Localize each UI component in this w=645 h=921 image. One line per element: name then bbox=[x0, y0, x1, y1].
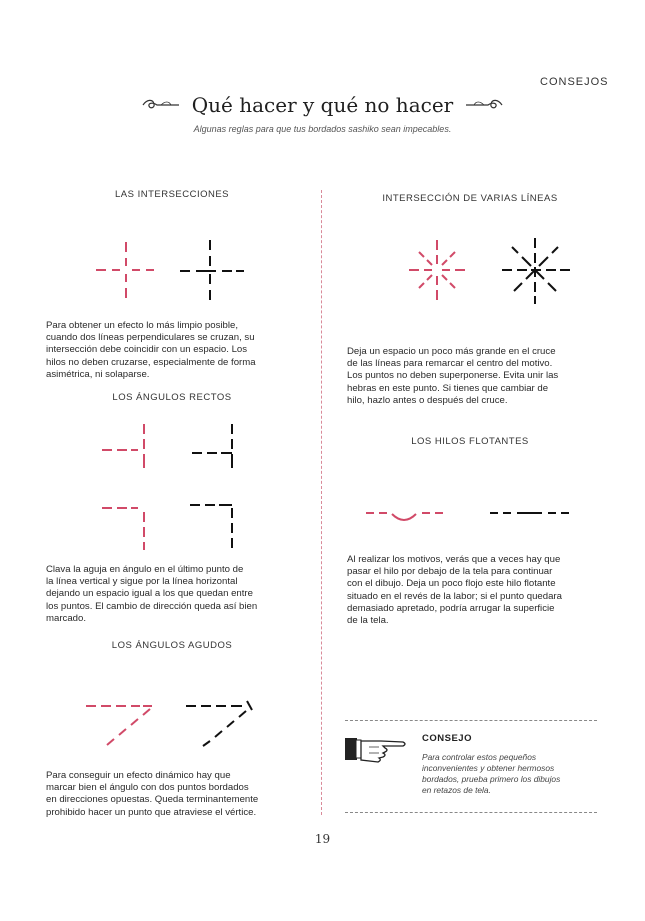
acute-angle-wrong-figure bbox=[186, 700, 256, 746]
text-line: la línea vertical y sigue por la línea horizontal bbox=[46, 576, 238, 588]
text-line: intersección debe coincidir con un espacio. Los bbox=[46, 344, 248, 356]
text-line: cuando dos líneas perpendiculares se cruzan, su bbox=[46, 332, 255, 344]
left-flourish-icon bbox=[141, 98, 181, 117]
floating-threads-text bbox=[347, 554, 619, 627]
text-line: dejando un espacio igual a los que quedan entre bbox=[46, 588, 253, 600]
tip-bottom-rule bbox=[345, 812, 597, 813]
tip-top-rule bbox=[345, 720, 597, 721]
text-line: prohibido hacer un punto que atraviese el vértice. bbox=[46, 806, 257, 818]
title-row bbox=[0, 93, 645, 117]
text-line: en direcciones opuestas. Queda terminantemente bbox=[46, 794, 259, 806]
text-line: inconvenientes y obtener hermosos bbox=[422, 763, 555, 773]
heading-acute-angles: LOS ÁNGULOS AGUDOS bbox=[111, 640, 233, 651]
text-line: Los puntos no deben superponerse. Evita unir las bbox=[347, 370, 559, 382]
text-line: marcado. bbox=[46, 612, 86, 624]
text-line: bordados, prueba primero los dibujos bbox=[422, 774, 561, 784]
intersection-correct-figure bbox=[96, 240, 156, 300]
right-angles-text bbox=[46, 564, 308, 625]
intersections-text bbox=[46, 320, 306, 381]
right-flourish-icon bbox=[464, 98, 504, 117]
tip-text bbox=[422, 752, 602, 796]
text-line: pasar el hilo por debajo de la tela para continuar bbox=[347, 566, 553, 578]
text-line: Para controlar estos pequeños bbox=[422, 752, 537, 762]
heading-right-angles: LOS ÁNGULOS RECTOS bbox=[112, 392, 232, 403]
right-angle-correct-top-figure bbox=[100, 422, 150, 472]
text-line: los puntos. El cambio de dirección queda así bien bbox=[46, 600, 258, 612]
multi-intersection-text bbox=[347, 346, 617, 407]
text-line: de la tela. bbox=[347, 615, 389, 627]
text-line: Para obtener un efecto lo más limpio posible, bbox=[46, 320, 238, 331]
text-line: demasiado apretado, podría arrugar la superficie bbox=[347, 602, 555, 614]
floating-thread-correct-figure bbox=[366, 506, 446, 522]
text-line: Clava la aguja en ángulo en el último punto de bbox=[46, 564, 244, 575]
page-subtitle: Algunas reglas para que tus bordados sashiko sean impecables. bbox=[193, 124, 452, 134]
page-number: 19 bbox=[314, 832, 331, 846]
tip-title: CONSEJO bbox=[422, 733, 472, 744]
multi-intersection-correct-figure bbox=[407, 238, 467, 302]
text-line: Deja un espacio un poco más grande en el cruce bbox=[347, 346, 556, 357]
text-line: asimétrica, ni solaparse. bbox=[46, 368, 150, 380]
text-line: marcar bien el ángulo con dos puntos bordados bbox=[46, 782, 249, 794]
column-divider bbox=[321, 190, 322, 815]
pointing-hand-icon bbox=[345, 732, 407, 766]
page-title: Qué hacer y qué no hacer bbox=[191, 93, 454, 117]
text-line: hilos no deben cruzarse, especialmente de forma bbox=[46, 356, 256, 368]
text-line: de las líneas para remarcar el centro del motivo. bbox=[347, 358, 553, 370]
text-line: hilo, hazlo antes o después del cruce. bbox=[347, 394, 508, 406]
text-line: con el dibujo. Deja un poco flojo este hilo flotante bbox=[347, 578, 556, 590]
right-angle-wrong-bottom-figure bbox=[188, 500, 238, 550]
acute-angles-text bbox=[46, 770, 308, 819]
floating-thread-wrong-figure bbox=[490, 506, 570, 522]
heading-intersections: LAS INTERSECCIONES bbox=[114, 189, 230, 200]
intersection-wrong-figure bbox=[178, 238, 244, 304]
heading-floating-threads: LOS HILOS FLOTANTES bbox=[411, 436, 529, 447]
right-angle-correct-bottom-figure bbox=[100, 500, 150, 550]
acute-angle-correct-figure bbox=[86, 700, 156, 746]
text-line: hebras en este punto. Si tienes que cambiar de bbox=[347, 382, 549, 394]
text-line: Para conseguir un efecto dinámico hay que bbox=[46, 770, 231, 781]
text-line: situado en el revés de la labor; si el punto quedara bbox=[347, 590, 562, 602]
text-line: Al realizar los motivos, verás que a veces hay que bbox=[347, 554, 561, 565]
heading-multi-intersection: INTERSECCIÓN DE VARIAS LÍNEAS bbox=[382, 193, 558, 204]
text-line: en retazos de tela. bbox=[422, 785, 491, 795]
multi-intersection-wrong-figure bbox=[500, 236, 570, 304]
section-label: CONSEJOS bbox=[540, 76, 609, 88]
right-angle-wrong-top-figure bbox=[190, 422, 240, 472]
